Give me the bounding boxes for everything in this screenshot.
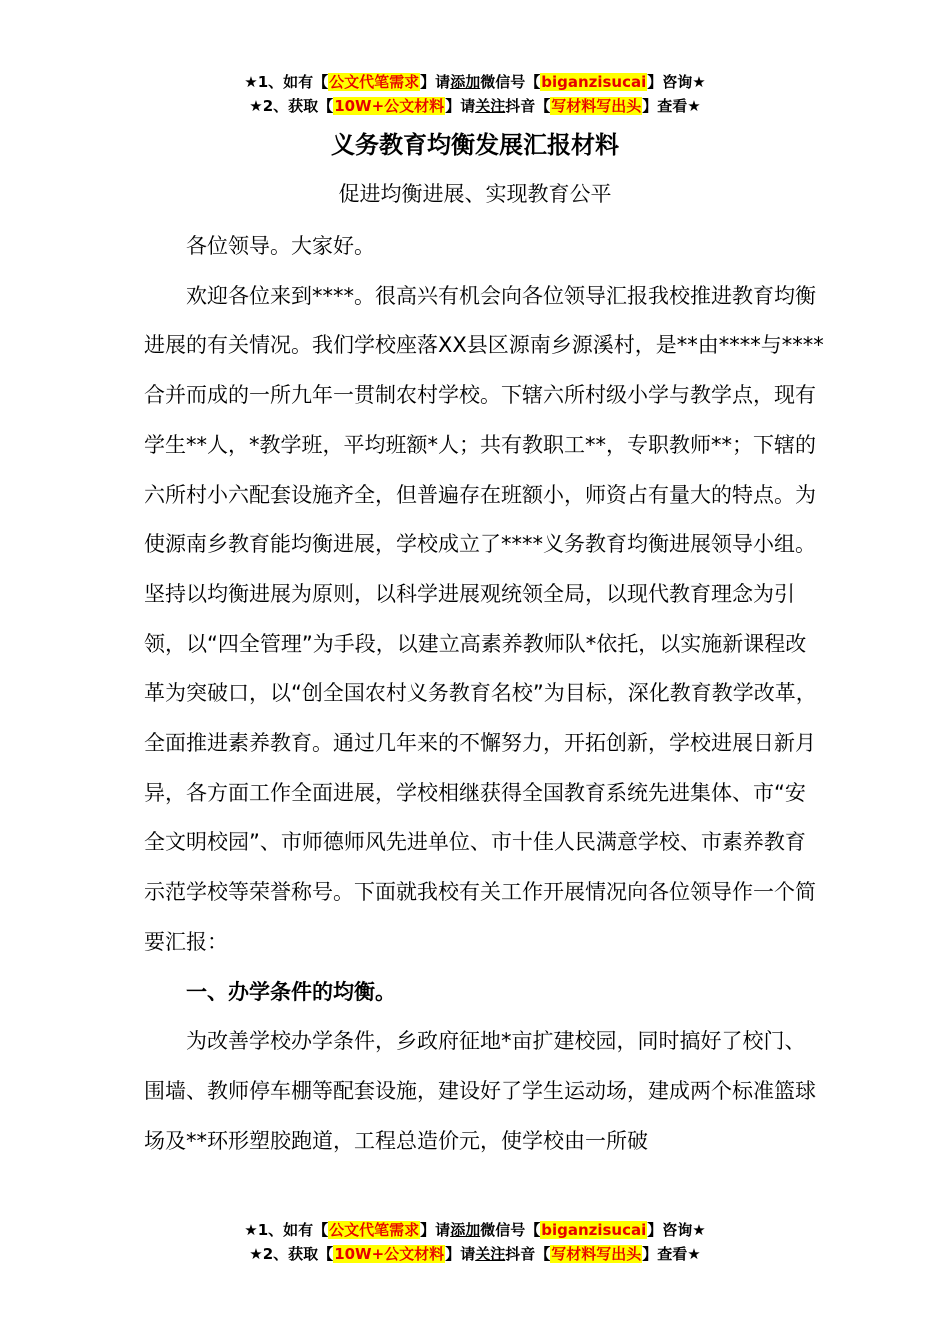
document-body	[144, 222, 824, 1166]
banner-line-1: ★1、如有【公文代笔需求】请添加微信号【biganzisucai】咨询★	[244, 1221, 706, 1239]
document-title: 义务教育均衡发展汇报材料	[331, 131, 619, 159]
document-subtitle: 促进均衡进展、实现教育公平	[338, 182, 612, 206]
highlight-wechat-id: biganzisucai	[541, 73, 647, 91]
highlight-douyin-account: 写材料写出头	[551, 1245, 642, 1263]
section-heading: 一、办学条件的均衡。	[186, 979, 396, 1004]
banner-line-1: ★1、如有【公文代笔需求】请添加微信号【biganzisucai】咨询★	[244, 73, 706, 91]
top-banner	[0, 70, 950, 118]
greeting: 各位领导。大家好。	[186, 234, 375, 258]
highlight-materials: 10W+公文材料	[334, 97, 445, 115]
banner-line-2: ★2、获取【10W+公文材料】请关注抖音【写材料写出头】查看★	[249, 97, 701, 115]
paragraph-intro: 欢迎各位来到****。很高兴有机会向各位领导汇报我校推进教育均衡进展的有关情况。我们学校座落XX县区源南乡源溪村，是**由****与****合并而成的一所九年一贯制农村学校。下辖六所村级小学与教学点，现有学生**人，*教学班，平均班额*人；共有教职工**，专职教师**；下辖的六所村小六配套设施齐全，但普遍存在班额小，师资占有量大的特点。为使源南乡教育能均衡进展，学校成立了****义务教育均衡进展领导小组。坚持以均衡进展为原则，以科学进展观统领全局，以现代教育理念为引领，以“四全管理”为手段，以建立高素养教师队*依托，以实施新课程改革为突破口，以“创全国农村义务教育名校”为目标，深化教育教学改革，全面推进素养教育。通过几年来的不懈努力，开拓创新，学校进展日新月异，各方面工作全面进展，学校相继获得全国教育系统先进集体、市“安全文明校园”、市师德师风先进单位、市十佳人民满意学校、市素养教育示范学校等荣誉称号。下面就我校有关工作开展情况向各位领导作一个简要汇报：	[144, 283, 824, 954]
paragraph-conditions: 为改善学校办学条件，乡政府征地*亩扩建校园，同时搞好了校门、围墙、教师停车棚等配套设施，建设好了学生运动场，建成两个标准篮球场及**环形塑胶跑道，工程总造价元，使学校由一所破	[144, 1029, 816, 1153]
bottom-banner	[0, 1218, 950, 1266]
highlight-douyin-account: 写材料写出头	[551, 97, 642, 115]
highlight-writing-service: 公文代笔需求	[329, 73, 420, 91]
banner-line-2: ★2、获取【10W+公文材料】请关注抖音【写材料写出头】查看★	[249, 1245, 701, 1263]
highlight-writing-service: 公文代笔需求	[329, 1221, 420, 1239]
highlight-materials: 10W+公文材料	[334, 1245, 445, 1263]
highlight-wechat-id: biganzisucai	[541, 1221, 647, 1239]
